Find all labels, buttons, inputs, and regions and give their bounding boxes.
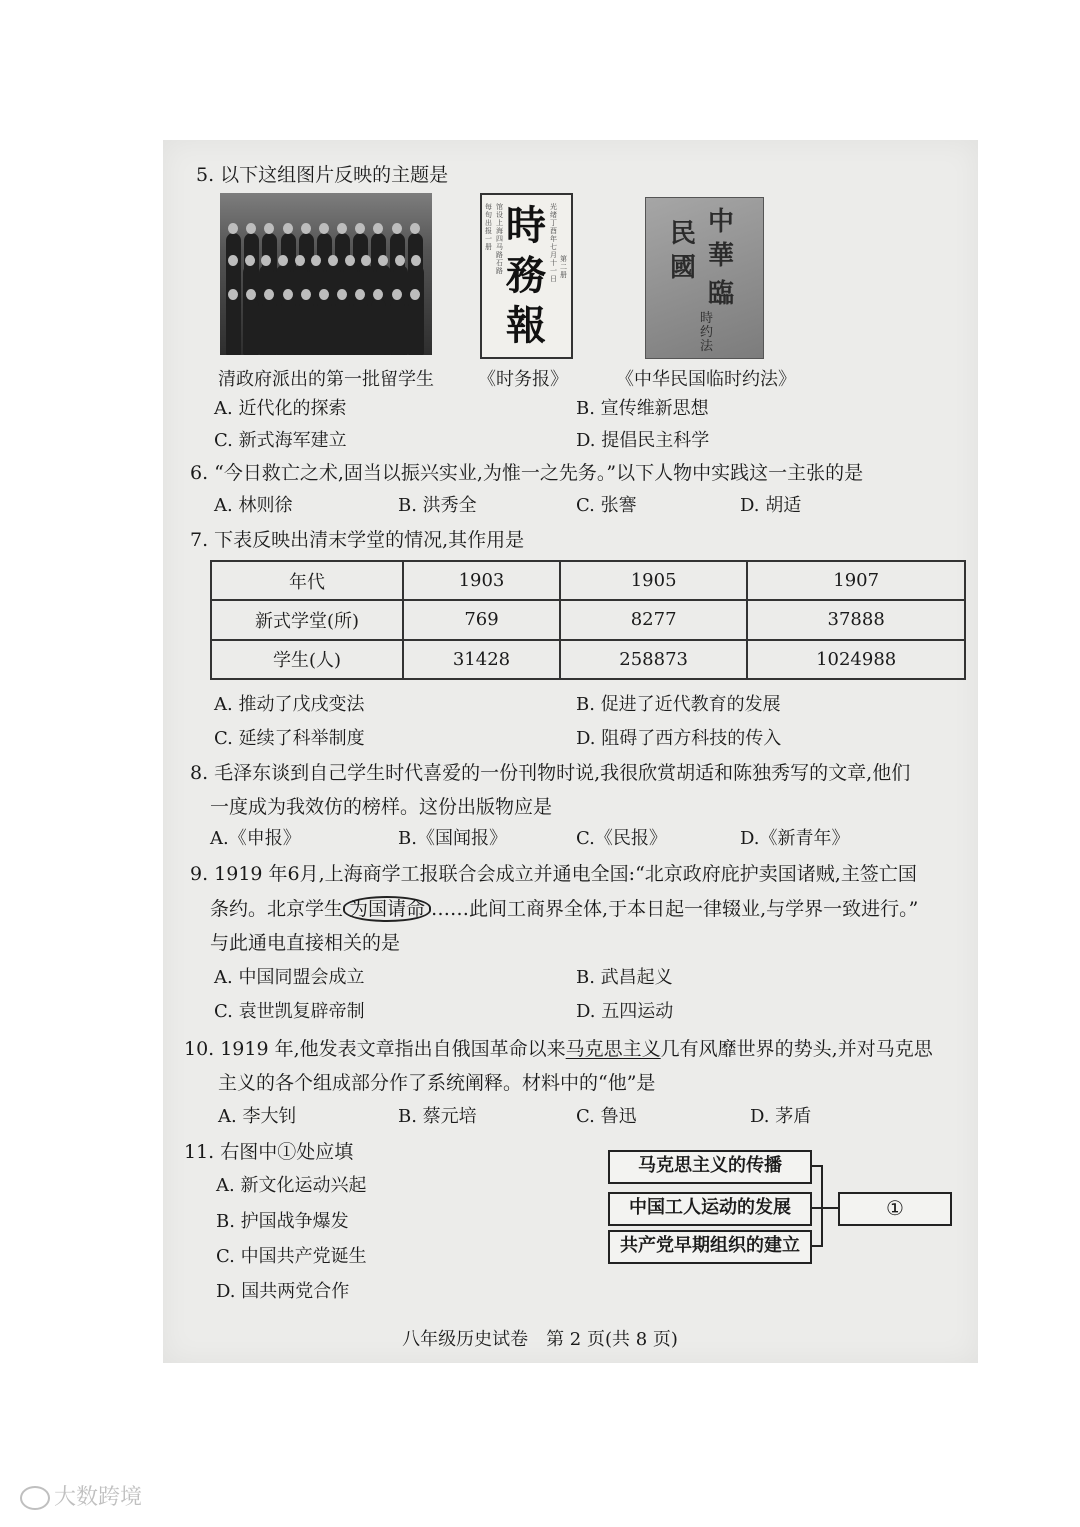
student-figure — [299, 299, 314, 355]
diagram-connector — [810, 1207, 838, 1209]
q8-option-c[interactable]: C.《民报》 — [576, 828, 667, 849]
circled-phrase: 为国请命 — [343, 896, 431, 922]
student-figure — [244, 299, 259, 355]
q8-option-b[interactable]: B.《国闻报》 — [398, 828, 507, 849]
student-figure — [226, 299, 241, 355]
student-head — [301, 223, 311, 234]
q6-option-b[interactable]: B. 洪秀全 — [398, 495, 477, 516]
student-figure — [335, 299, 350, 355]
q10-option-d[interactable]: D. 茅盾 — [750, 1106, 812, 1127]
q5-option-c[interactable]: C. 新式海军建立 — [214, 430, 347, 451]
caption-students: 清政府派出的第一批留学生 — [218, 369, 434, 390]
student-head — [228, 223, 238, 234]
question-10-line1: 10. 1919 年,他发表文章指出自俄国革命以来马克思主义几有风靡世界的势头,并对马克思 — [184, 1038, 933, 1060]
student-head — [301, 289, 311, 300]
question-7-stem: 7. 下表反映出清末学堂的情况,其作用是 — [190, 529, 525, 551]
q11-option-c[interactable]: C. 中国共产党诞生 — [216, 1246, 367, 1267]
provisional-constitution-image: 中 華 民 國 臨 時约法 — [645, 197, 764, 359]
student-head — [345, 255, 355, 266]
student-head — [264, 223, 274, 234]
underlined-phrase: 马克思主义 — [565, 1038, 661, 1060]
q7-option-d[interactable]: D. 阻碍了西方科技的传入 — [576, 728, 782, 749]
student-head — [410, 289, 420, 300]
student-head — [295, 255, 305, 266]
student-head — [378, 255, 388, 266]
q7-option-b[interactable]: B. 促进了近代教育的发展 — [576, 694, 781, 715]
question-6-stem: 6. “今日救亡之术,固当以振兴实业,为惟一之先务。”以下人物中实践这一主张的是 — [190, 462, 864, 484]
students-photo — [220, 193, 432, 355]
student-figure — [353, 299, 368, 355]
caption-shiwubao: 《时务报》 — [478, 369, 568, 390]
student-head — [283, 223, 293, 234]
student-figure — [408, 299, 423, 355]
table-row: 新式学堂(所) 769 8277 37888 — [211, 600, 965, 639]
q10-option-a[interactable]: A. 李大钊 — [218, 1106, 297, 1127]
q9-option-d[interactable]: D. 五四运动 — [576, 1001, 674, 1022]
question-9-line2: 条约。北京学生 为国请命 ……此间工商界全体,于本日起一律辍业,与学界一致进行。” — [210, 898, 919, 920]
student-figure — [390, 299, 405, 355]
q11-option-b[interactable]: B. 护国战争爆发 — [216, 1211, 349, 1232]
student-head — [328, 255, 338, 266]
q9-option-a[interactable]: A. 中国同盟会成立 — [214, 967, 365, 988]
q8-option-a[interactable]: A.《申报》 — [210, 828, 301, 849]
watermark: 大数跨境 — [20, 1480, 142, 1511]
q11-option-d[interactable]: D. 国共两党合作 — [216, 1281, 350, 1302]
q7-option-a[interactable]: A. 推动了戊戌变法 — [214, 694, 365, 715]
schools-table — [210, 560, 966, 680]
question-11-stem: 11. 右图中①处应填 — [184, 1141, 354, 1163]
student-head — [245, 255, 255, 266]
q9-option-b[interactable]: B. 武昌起义 — [576, 967, 673, 988]
q6-option-c[interactable]: C. 张謇 — [576, 495, 637, 516]
student-head — [395, 255, 405, 266]
student-head — [278, 255, 288, 266]
table-row: 年代 1903 1905 1907 — [211, 561, 965, 600]
student-head — [228, 289, 238, 300]
diagram-box-marxism: 马克思主义的传播 — [608, 1150, 812, 1184]
q10-option-b[interactable]: B. 蔡元培 — [398, 1106, 477, 1127]
q7-option-c[interactable]: C. 延续了科举制度 — [214, 728, 365, 749]
student-head — [373, 223, 383, 234]
student-head — [246, 223, 256, 234]
q9-option-c[interactable]: C. 袁世凯复辟帝制 — [214, 1001, 365, 1022]
page-footer: 八年级历史试卷 第 2 页(共 8 页) — [402, 1329, 678, 1350]
student-figure — [262, 299, 277, 355]
q5-option-b[interactable]: B. 宣传维新思想 — [576, 398, 709, 419]
q8-option-d[interactable]: D.《新青年》 — [740, 828, 850, 849]
question-5-stem: 5. 以下这组图片反映的主题是 — [196, 164, 449, 186]
watermark-logo-icon — [20, 1486, 50, 1510]
student-head — [392, 289, 402, 300]
student-figure — [281, 299, 296, 355]
question-8-line2: 一度成为我效仿的榜样。这份出版物应是 — [210, 796, 553, 818]
q5-option-d[interactable]: D. 提倡民主科学 — [576, 430, 710, 451]
diagram-box-party-groups: 共产党早期组织的建立 — [608, 1230, 812, 1264]
q6-option-d[interactable]: D. 胡适 — [740, 495, 802, 516]
question-8-line1: 8. 毛泽东谈到自己学生时代喜爱的一份刊物时说,我很欣赏胡适和陈独秀写的文章,他们 — [190, 762, 911, 784]
q6-option-a[interactable]: A. 林则徐 — [214, 495, 293, 516]
caption-constitution: 《中华民国临时约法》 — [616, 369, 796, 390]
q11-option-a[interactable]: A. 新文化运动兴起 — [216, 1175, 367, 1196]
q10-option-c[interactable]: C. 鲁迅 — [576, 1106, 637, 1127]
question-9-line3: 与此通电直接相关的是 — [210, 932, 401, 954]
diagram-connector — [821, 1165, 823, 1247]
student-head — [410, 223, 420, 234]
student-head — [361, 255, 371, 266]
diagram-box-labor: 中国工人运动的发展 — [608, 1192, 812, 1226]
diagram-answer-box: ① — [838, 1192, 952, 1226]
student-figure — [371, 299, 386, 355]
student-head — [355, 223, 365, 234]
student-figure — [317, 299, 332, 355]
question-9-line1: 9. 1919 年6月,上海商学工报联合会成立并通电全国:“北京政府庇护卖国诸贼,主签亡国 — [190, 863, 917, 885]
student-head — [337, 223, 347, 234]
student-head — [283, 289, 293, 300]
student-head — [392, 223, 402, 234]
student-head — [319, 289, 329, 300]
student-head — [319, 223, 329, 234]
table-row: 学生(人) 31428 258873 1024988 — [211, 640, 965, 679]
question-10-line2: 主义的各个组成部分作了系统阐释。材料中的“他”是 — [218, 1072, 656, 1094]
student-head — [228, 255, 238, 266]
shiwubao-image: 每旬出报一册 馆设上海四马路石路 光绪丁酉年七月十一日 第二册 時 務 報 — [480, 193, 573, 359]
q5-option-a[interactable]: A. 近代化的探索 — [214, 398, 347, 419]
